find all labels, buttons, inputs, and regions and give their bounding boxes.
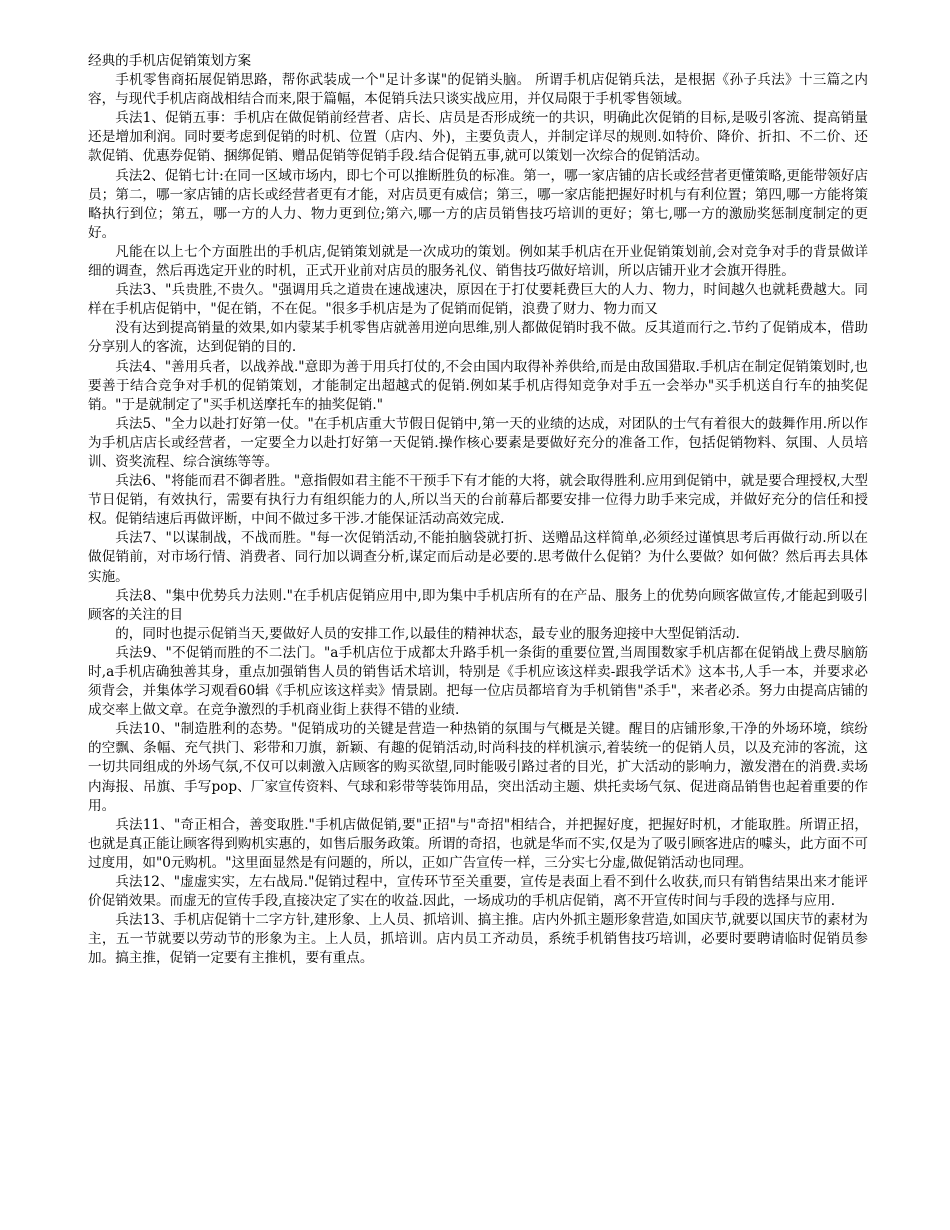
document-page xyxy=(88,52,868,969)
paragraph-rule-5: 兵法5、"全力以赴打好第一仗。"在手机店重大节假日促销中,第一天的业绩的达成，对团队的士气有着很大的鼓舞作用.所以作为手机店店长或经营者，一定要全力以赴打好第一天促销.操作核心要素是要做好充分的准备工作，包括促销物料、氛围、人员培训、资奖流程、综合演练等等。 xyxy=(88,415,868,470)
paragraph-rule-10: 兵法10、"制造胜利的态势。"促销成功的关键是营造一种热销的氛围与气概是关键。醒目的店铺形象,干净的外场环境，缤纷的空飘、条幅、充气拱门、彩带和刀旗，新颖、有趣的促销活动,时尚科技的样机演示,着装统一的促销人员，以及充沛的客流，这一切共同组成的外场气氛,不仅可以刺激入店顾客的购买欲望,同时能吸引路过者的目光，扩大活动的影响力，激发潜在的消费.卖场内海报、吊旗、手写pop、厂家宣传资料、气球和彩带等装饰用品，突出活动主题、烘托卖场气氛、促进商品销售也起着重要的作用。 xyxy=(88,721,868,814)
paragraph-rule-2: 兵法2、促销七计:在同一区域市场内，即七个可以推断胜负的标准。第一，哪一家店铺的店长或经营者更懂策略,更能带领好店员；第二，哪一家店铺的店长或经营者更有才能，对店员更有威信；第三，哪一家店能把握好时机与有利位置；第四,哪一方能将策略执行到位；第五，哪一方的人力、物力更到位;第六,哪一方的店员销售技巧培训的更好；第七,哪一方的激励奖惩制度制定的更好。 xyxy=(88,167,868,241)
paragraph-rule-8: 兵法8、"集中优势兵力法则."在手机店促销应用中,即为集中手机店所有的在产品、服务上的优势向顾客做宣传,才能起到吸引顾客的关注的目 xyxy=(88,587,868,623)
paragraph-rule-7: 兵法7、"以谋制战，不战而胜。"每一次促销活动,不能拍脑袋就打折、送赠品这样简单,必须经过谨慎思考后再做行动.所以在做促销前，对市场行情、消费者、同行加以调查分析,谋定而后动是必要的.思考做什么促销？为什么要做？如何做？然后再去具体实施。 xyxy=(88,530,868,585)
paragraph-rule-12: 兵法12、"虚虚实实，左右战局."促销过程中，宣传环节至关重要，宣传是表面上看不到什么收获,而只有销售结果出来才能评价促销效果。而虚无的宣传手段,直接决定了实在的收益.因此，一场成功的手机店促销，离不开宣传时间与手段的选择与应用. xyxy=(88,874,868,910)
paragraph-rule-9: 兵法9、"不促销而胜的不二法门。"a手机店位于成都太升路手机一条街的重要位置,当周围数家手机店都在促销战上费尽脑筋时,a手机店确独善其身，重点加强销售人员的销售话术培训，特别是《手机应该这样卖-跟我学话术》这本书,人手一本，并要求必须背会，并集体学习观看60辑《手机应该这样卖》情景剧。把每一位店员都培育为手机销售"杀手"，来者必杀。努力由提高店铺的成交率上做文章。在竞争激烈的手机商业街上获得不错的业绩. xyxy=(88,644,868,719)
paragraph-rule-3-continued: 没有达到提高销量的效果,如内蒙某手机零售店就善用逆向思维,别人都做促销时我不做。反其道而行之.节约了促销成本，借助分享别人的客流，达到促销的目的. xyxy=(88,320,868,356)
paragraph-rule-6: 兵法6、"将能而君不御者胜。"意指假如君主能不干预手下有才能的大将，就会取得胜利.应用到促销中，就是要合理授权,大型节日促销，有效执行，需要有执行力有组织能力的人,所以当天的台前幕后都要安排一位得力助手来完成，并做好充分的信任和授权。促销结速后再做评断，中间不做过多干涉.才能保证活动高效完成. xyxy=(88,473,868,528)
paragraph-intro: 手机零售商拓展促销思路，帮你武装成一个"足计多谋"的促销头脑。 所谓手机店促销兵法，是根据《孙子兵法》十三篇之内容，与现代手机店商战相结合而来,限于篇幅，本促销兵法只谈实战应用，并仅局限于手机零售领域。 xyxy=(88,72,868,108)
document-title: 经典的手机店促销策划方案 xyxy=(88,53,252,69)
paragraph-rule-1: 兵法1、促销五事：手机店在做促销前经营者、店长、店员是否形成统一的共识，明确此次促销的目标,是吸引客流、提高销量还是增加利润。同时要考虑到促销的时机、位置（店内、外)，主要负责人，并制定详尽的规则.如特价、降价、折扣、不二价、还款促销、优惠券促销、捆绑促销、赠品促销等促销手段.结合促销五事,就可以策划一次综合的促销活动。 xyxy=(88,110,868,165)
paragraph-rule-11: 兵法11、"奇正相合，善变取胜."手机店做促销,要"正招"与"奇招"相结合，并把握好度，把握好时机，才能取胜。所谓正招，也就是真正能让顾客得到购机实惠的，如售后服务政策。所谓的奇招，也就是华而不实,仅是为了吸引顾客进店的噱头，此方面不可过度用，如"0元购机。"这里面显然是有问题的，所以，正如广告宣传一样，三分实七分虚,做促销活动也同理。 xyxy=(88,816,868,871)
paragraph-rule-4: 兵法4、"善用兵者，以战养战."意即为善于用兵打仗的,不会由国内取得补养供给,而是由敌国猎取.手机店在制定促销策划时,也要善于结合竞争对手机的促销策划，才能制定出超越式的促销.例如某手机店得知竞争对手五一会举办"买手机送自行车的抽奖促销。"于是就制定了"买手机送摩托车的抽奖促销." xyxy=(88,358,868,413)
paragraph-rule-2-example: 凡能在以上七个方面胜出的手机店,促销策划就是一次成功的策划。例如某手机店在开业促销策划前,会对竞争对手的背景做详细的调查，然后再选定开业的时机，正式开业前对店员的服务礼仪、销售技巧做好培训，所以店铺开业才会旗开得胜。 xyxy=(88,243,868,280)
paragraph-rule-3: 兵法3、"兵贵胜,不贵久。"强调用兵之道贵在速战速决，原因在于打仗要耗费巨大的人力、物力，时间越久也就耗费越大。同样在手机店促销中，"促在销，不在促。"很多手机店是为了促销而促销，浪费了财力、物力而又 xyxy=(88,282,868,318)
paragraph-rule-13: 兵法13、手机店促销十二字方针,建形象、上人员、抓培训、搞主推。店内外抓主题形象营造,如国庆节,就要以国庆节的素材为主，五一节就要以劳动节的形象为主。上人员，抓培训。店内员工齐动员，系统手机销售技巧培训，必要时要聘请临时促销员参加。搞主推，促销一定要有主推机，要有重点。 xyxy=(88,912,868,967)
paragraph-rule-8-continued: 的，同时也提示促销当天,要做好人员的安排工作,以最佳的精神状态，最专业的服务迎接中大型促销活动. xyxy=(115,625,740,642)
